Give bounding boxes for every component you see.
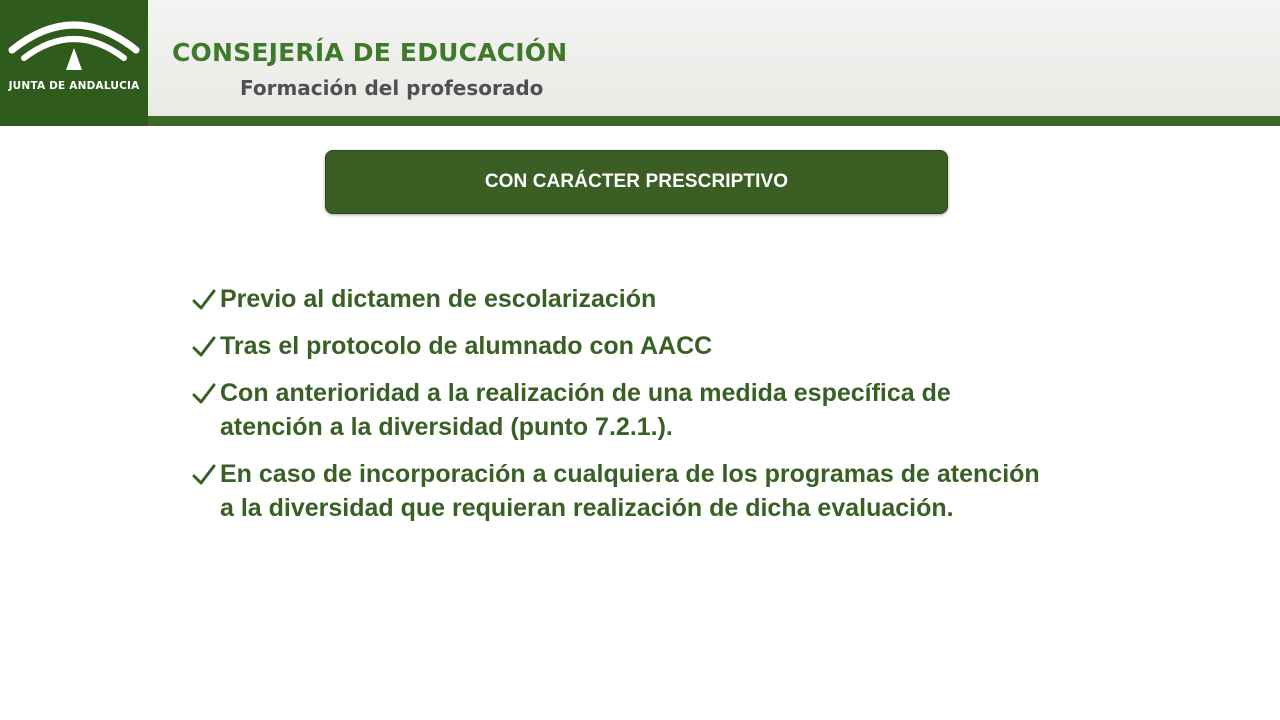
list-item-text: Tras el protocolo de alumnado con AACC — [220, 332, 713, 360]
list-item-text: Previo al dictamen de escolarización — [220, 285, 657, 313]
list-item — [192, 376, 1052, 444]
logo — [0, 0, 148, 126]
check-icon — [192, 464, 216, 486]
list-item-text: En caso de incorporación a cualquiera de los programas de atención a la diversidad que requieran realización de dicha evaluación. — [220, 460, 1040, 522]
prescriptive-banner — [325, 150, 948, 214]
org-subtitle: Formación del profesorado — [240, 76, 544, 100]
org-title: CONSEJERÍA DE EDUCACIÓN — [172, 38, 568, 67]
junta-andalucia-arch-icon — [8, 10, 140, 78]
check-icon — [192, 289, 216, 311]
check-icon — [192, 383, 216, 405]
check-icon — [192, 336, 216, 358]
list-item — [192, 282, 1052, 316]
list-item — [192, 329, 1052, 363]
checklist — [192, 282, 1052, 538]
logo-text: JUNTA DE ANDALUCIA — [8, 80, 140, 92]
banner-label: CON CARÁCTER PRESCRIPTIVO — [484, 171, 789, 192]
list-item-text: Con anterioridad a la realización de una medida específica de atención a la diversidad (punto 7.2.1.). — [220, 379, 951, 441]
header-rule — [0, 116, 1280, 126]
list-item — [192, 457, 1052, 525]
